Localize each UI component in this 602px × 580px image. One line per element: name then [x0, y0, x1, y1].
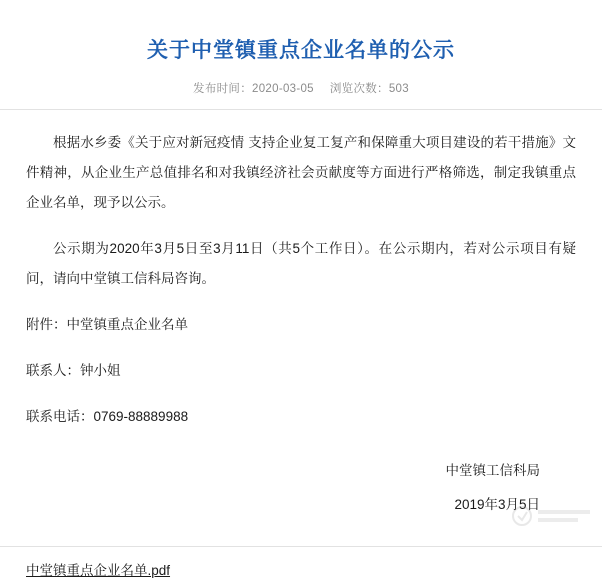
article-page — [0, 14, 602, 579]
paragraph-contact-phone: 联系电话：0769-88889988 — [26, 409, 189, 425]
article-meta — [0, 80, 602, 96]
watermark-logo — [510, 502, 596, 530]
paragraph-contact-person: 联系人：钟小姐 — [26, 363, 121, 379]
publish-time-label: 发布时间： — [193, 83, 253, 96]
attachment-link[interactable]: 中堂镇重点企业名单.pdf — [26, 563, 171, 579]
signature-date: 2019年3月5日 — [454, 497, 540, 513]
header-divider — [0, 109, 602, 110]
paragraph-attachment-note: 附件：中堂镇重点企业名单 — [26, 317, 188, 333]
paragraph-1: 根据水乡委《关于应对新冠疫情 支持企业复工复产和保障重大项目建设的若干措施》文件精神，从企业生产总值排名和对我镇经济社会贡献度等方面进行严格筛选，制定我镇重点企业名单，现予以公示。 — [26, 135, 576, 211]
page-title: 关于中堂镇重点企业名单的公示 — [147, 39, 455, 63]
paragraph-2: 公示期为2020年3月5日至3月11日（共5个工作日）。在公示期内，若对公示项目有疑问，请向中堂镇工信科局咨询。 — [26, 241, 576, 287]
attachment-section — [0, 547, 602, 580]
signature-department: 中堂镇工信科局 — [445, 463, 540, 479]
article-body — [0, 128, 602, 522]
signature-block — [26, 454, 576, 522]
views-label: 浏览次数： — [329, 83, 389, 96]
publish-time-value: 2020-03-05 — [252, 83, 314, 96]
views-value: 503 — [388, 83, 409, 96]
